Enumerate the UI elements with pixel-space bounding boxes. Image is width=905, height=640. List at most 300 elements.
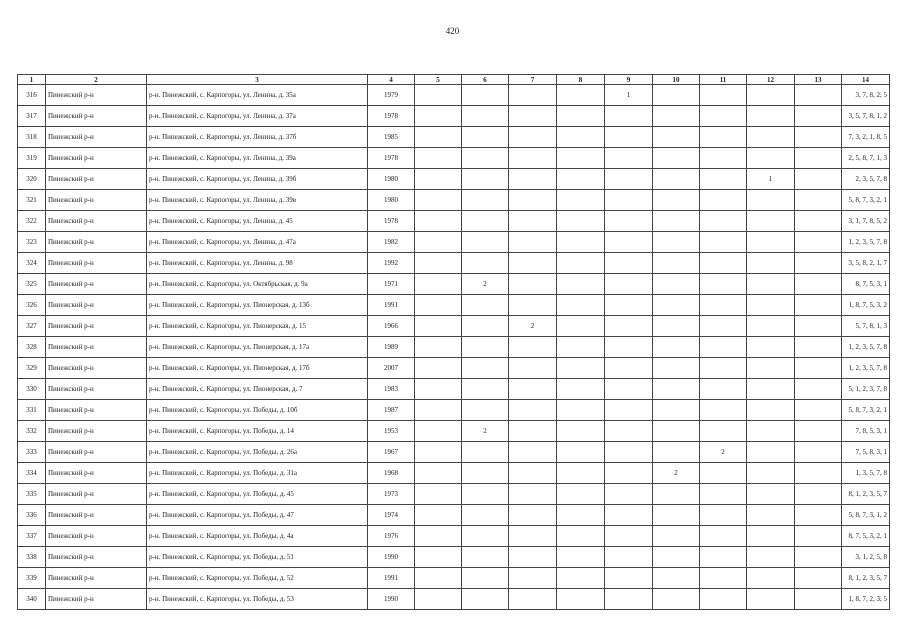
- col-6-cell: [462, 442, 509, 463]
- col-7-cell: [509, 85, 557, 106]
- col-13-cell: [795, 211, 842, 232]
- col-11-cell: [700, 253, 747, 274]
- year-cell: 2007: [368, 358, 415, 379]
- row-number: 321: [18, 190, 46, 211]
- col-13-cell: [795, 589, 842, 610]
- col-13-cell: [795, 106, 842, 127]
- col-9-cell: [605, 274, 653, 295]
- col-11-cell: [700, 337, 747, 358]
- col-11-cell: [700, 589, 747, 610]
- col-12-cell: [747, 337, 795, 358]
- col-5-cell: [415, 484, 462, 505]
- col-5-cell: [415, 589, 462, 610]
- col-9-cell: [605, 337, 653, 358]
- table-body: [18, 85, 890, 610]
- col-12-cell: [747, 316, 795, 337]
- district-cell: Пинежский р-н: [46, 211, 147, 232]
- table-row: [18, 232, 890, 253]
- col-5-cell: [415, 547, 462, 568]
- col-13-cell: [795, 295, 842, 316]
- col-8-cell: [557, 358, 605, 379]
- col-10-cell: [653, 295, 700, 316]
- column-header: 12: [747, 75, 795, 85]
- district-cell: Пинежский р-н: [46, 400, 147, 421]
- col-12-cell: [747, 232, 795, 253]
- district-cell: Пинежский р-н: [46, 526, 147, 547]
- col-9-cell: [605, 358, 653, 379]
- col-12-cell: [747, 295, 795, 316]
- address-cell: р-н. Пинежский, с. Карпогоры, ул. Победы, д. 26а: [147, 442, 368, 463]
- district-cell: Пинежский р-н: [46, 85, 147, 106]
- col-12-cell: [747, 484, 795, 505]
- col-13-cell: [795, 568, 842, 589]
- row-number: 322: [18, 211, 46, 232]
- col-8-cell: [557, 526, 605, 547]
- col-12-cell: [747, 379, 795, 400]
- row-number: 318: [18, 127, 46, 148]
- col-10-cell: [653, 379, 700, 400]
- col-13-cell: [795, 148, 842, 169]
- col-9-cell: [605, 421, 653, 442]
- col-7-cell: [509, 568, 557, 589]
- district-cell: Пинежский р-н: [46, 358, 147, 379]
- col-13-cell: [795, 442, 842, 463]
- col-14-cell: 5, 8, 7, 3, 2, 1: [842, 400, 890, 421]
- year-cell: 1953: [368, 421, 415, 442]
- table-row: [18, 547, 890, 568]
- col-5-cell: [415, 85, 462, 106]
- col-10-cell: [653, 190, 700, 211]
- col-7-cell: [509, 442, 557, 463]
- table-row: [18, 295, 890, 316]
- col-7-cell: [509, 547, 557, 568]
- table-row: [18, 85, 890, 106]
- col-7-cell: [509, 337, 557, 358]
- col-6-cell: [462, 505, 509, 526]
- col-6-cell: [462, 463, 509, 484]
- col-6-cell: [462, 295, 509, 316]
- col-8-cell: [557, 568, 605, 589]
- col-10-cell: [653, 442, 700, 463]
- col-9-cell: [605, 169, 653, 190]
- col-11-cell: [700, 505, 747, 526]
- address-cell: р-н. Пинежский, с. Карпогоры, ул. Победы, д. 45: [147, 484, 368, 505]
- table-row: [18, 253, 890, 274]
- col-12-cell: [747, 463, 795, 484]
- row-number: 319: [18, 148, 46, 169]
- col-9-cell: [605, 211, 653, 232]
- col-5-cell: [415, 148, 462, 169]
- district-cell: Пинежский р-н: [46, 379, 147, 400]
- col-10-cell: [653, 505, 700, 526]
- col-13-cell: [795, 358, 842, 379]
- row-number: 317: [18, 106, 46, 127]
- table-row: [18, 379, 890, 400]
- col-10-cell: [653, 316, 700, 337]
- address-cell: р-н. Пинежский, с. Карпогоры, ул. Победы, д. 52: [147, 568, 368, 589]
- col-12-cell: [747, 274, 795, 295]
- col-5-cell: [415, 106, 462, 127]
- col-10-cell: 2: [653, 463, 700, 484]
- col-9-cell: [605, 106, 653, 127]
- col-11-cell: [700, 547, 747, 568]
- col-10-cell: [653, 148, 700, 169]
- col-11-cell: [700, 295, 747, 316]
- address-cell: р-н. Пинежский, с. Карпогоры, ул. Победы, д. 47: [147, 505, 368, 526]
- col-6-cell: [462, 211, 509, 232]
- district-cell: Пинежский р-н: [46, 442, 147, 463]
- col-14-cell: 5, 1, 2, 3, 7, 8: [842, 379, 890, 400]
- year-cell: 1983: [368, 379, 415, 400]
- col-10-cell: [653, 211, 700, 232]
- row-number: 316: [18, 85, 46, 106]
- col-7-cell: [509, 190, 557, 211]
- data-table: [17, 74, 890, 610]
- col-7-cell: [509, 211, 557, 232]
- table-row: [18, 274, 890, 295]
- year-cell: 1990: [368, 547, 415, 568]
- col-10-cell: [653, 274, 700, 295]
- col-14-cell: 1, 2, 3, 5, 7, 8: [842, 358, 890, 379]
- col-6-cell: [462, 589, 509, 610]
- table-row: [18, 316, 890, 337]
- col-9-cell: [605, 190, 653, 211]
- address-cell: р-н. Пинежский, с. Карпогоры, ул. Пионерская, д. 17б: [147, 358, 368, 379]
- year-cell: 1967: [368, 442, 415, 463]
- col-14-cell: 3, 5, 7, 8, 1, 2: [842, 106, 890, 127]
- col-11-cell: [700, 85, 747, 106]
- address-cell: р-н. Пинежский, с. Карпогоры, ул. Победы, д. 4а: [147, 526, 368, 547]
- table-row: [18, 211, 890, 232]
- col-8-cell: [557, 589, 605, 610]
- col-11-cell: [700, 526, 747, 547]
- col-12-cell: [747, 127, 795, 148]
- col-11-cell: [700, 316, 747, 337]
- col-13-cell: [795, 316, 842, 337]
- district-cell: Пинежский р-н: [46, 232, 147, 253]
- col-14-cell: 3, 5, 8, 2, 1, 7: [842, 253, 890, 274]
- row-number: 331: [18, 400, 46, 421]
- row-number: 336: [18, 505, 46, 526]
- col-12-cell: [747, 547, 795, 568]
- col-8-cell: [557, 547, 605, 568]
- col-12-cell: [747, 253, 795, 274]
- col-7-cell: [509, 526, 557, 547]
- row-number: 334: [18, 463, 46, 484]
- col-13-cell: [795, 85, 842, 106]
- col-8-cell: [557, 85, 605, 106]
- col-6-cell: [462, 526, 509, 547]
- col-9-cell: [605, 442, 653, 463]
- col-6-cell: [462, 169, 509, 190]
- col-14-cell: 1, 3, 5, 7, 8: [842, 463, 890, 484]
- col-10-cell: [653, 85, 700, 106]
- col-12-cell: [747, 400, 795, 421]
- col-11-cell: [700, 379, 747, 400]
- col-5-cell: [415, 169, 462, 190]
- col-7-cell: [509, 358, 557, 379]
- col-14-cell: 1, 2, 3, 5, 7, 8: [842, 232, 890, 253]
- col-11-cell: [700, 127, 747, 148]
- col-5-cell: [415, 316, 462, 337]
- address-cell: р-н. Пинежский, с. Карпогоры, ул. Ленина, д. 37б: [147, 127, 368, 148]
- row-number: 325: [18, 274, 46, 295]
- district-cell: Пинежский р-н: [46, 589, 147, 610]
- col-7-cell: [509, 274, 557, 295]
- row-number: 333: [18, 442, 46, 463]
- col-10-cell: [653, 169, 700, 190]
- year-cell: 1990: [368, 589, 415, 610]
- col-12-cell: [747, 148, 795, 169]
- col-11-cell: [700, 190, 747, 211]
- col-5-cell: [415, 358, 462, 379]
- col-9-cell: [605, 253, 653, 274]
- column-header: 13: [795, 75, 842, 85]
- address-cell: р-н. Пинежский, с. Карпогоры, ул. Пионерская, д. 13б: [147, 295, 368, 316]
- col-11-cell: [700, 148, 747, 169]
- col-13-cell: [795, 190, 842, 211]
- column-header: 1: [18, 75, 46, 85]
- row-number: 332: [18, 421, 46, 442]
- col-8-cell: [557, 442, 605, 463]
- page-number: 420: [445, 26, 460, 36]
- col-7-cell: [509, 295, 557, 316]
- col-8-cell: [557, 148, 605, 169]
- row-number: 330: [18, 379, 46, 400]
- table-row: [18, 463, 890, 484]
- col-14-cell: 1, 8, 7, 2, 3, 5: [842, 589, 890, 610]
- row-number: 329: [18, 358, 46, 379]
- row-number: 338: [18, 547, 46, 568]
- col-6-cell: [462, 232, 509, 253]
- col-8-cell: [557, 211, 605, 232]
- row-number: 324: [18, 253, 46, 274]
- col-10-cell: [653, 484, 700, 505]
- col-14-cell: 5, 7, 8, 1, 3: [842, 316, 890, 337]
- col-11-cell: [700, 463, 747, 484]
- address-cell: р-н. Пинежский, с. Карпогоры, ул. Ленина, д. 47а: [147, 232, 368, 253]
- col-5-cell: [415, 232, 462, 253]
- col-8-cell: [557, 274, 605, 295]
- address-cell: р-н. Пинежский, с. Карпогоры, ул. Пионерская, д. 7: [147, 379, 368, 400]
- address-cell: р-н. Пинежский, с. Карпогоры, ул. Победы, д. 31а: [147, 463, 368, 484]
- col-14-cell: 7, 3, 2, 1, 8, 5: [842, 127, 890, 148]
- col-7-cell: [509, 379, 557, 400]
- col-6-cell: [462, 400, 509, 421]
- year-cell: 1978: [368, 148, 415, 169]
- col-11-cell: [700, 568, 747, 589]
- address-cell: р-н. Пинежский, с. Карпогоры, ул. Ленина, д. 39в: [147, 190, 368, 211]
- year-cell: 1989: [368, 337, 415, 358]
- col-8-cell: [557, 127, 605, 148]
- col-7-cell: [509, 484, 557, 505]
- col-7-cell: [509, 106, 557, 127]
- col-14-cell: 8, 7, 5, 3, 2, 1: [842, 526, 890, 547]
- col-13-cell: [795, 484, 842, 505]
- col-8-cell: [557, 253, 605, 274]
- col-6-cell: [462, 190, 509, 211]
- col-12-cell: [747, 589, 795, 610]
- row-number: 327: [18, 316, 46, 337]
- year-cell: 1980: [368, 190, 415, 211]
- col-7-cell: [509, 589, 557, 610]
- col-13-cell: [795, 379, 842, 400]
- col-8-cell: [557, 232, 605, 253]
- col-6-cell: [462, 148, 509, 169]
- table-row: [18, 148, 890, 169]
- table-row: [18, 169, 890, 190]
- col-6-cell: [462, 337, 509, 358]
- col-10-cell: [653, 421, 700, 442]
- address-cell: р-н. Пинежский, с. Карпогоры, ул. Ленина, д. 39а: [147, 148, 368, 169]
- col-14-cell: 3, 7, 8, 2, 5: [842, 85, 890, 106]
- year-cell: 1971: [368, 274, 415, 295]
- district-cell: Пинежский р-н: [46, 505, 147, 526]
- col-11-cell: [700, 169, 747, 190]
- table-row: [18, 526, 890, 547]
- address-cell: р-н. Пинежский, с. Карпогоры, ул. Ленина, д. 37а: [147, 106, 368, 127]
- row-number: 335: [18, 484, 46, 505]
- col-10-cell: [653, 232, 700, 253]
- row-number: 320: [18, 169, 46, 190]
- col-9-cell: [605, 568, 653, 589]
- col-5-cell: [415, 505, 462, 526]
- col-9-cell: [605, 463, 653, 484]
- district-cell: Пинежский р-н: [46, 547, 147, 568]
- col-5-cell: [415, 295, 462, 316]
- col-13-cell: [795, 421, 842, 442]
- col-12-cell: [747, 526, 795, 547]
- address-cell: р-н. Пинежский, с. Карпогоры, ул. Пионерская, д. 17а: [147, 337, 368, 358]
- table-row: [18, 106, 890, 127]
- col-6-cell: 2: [462, 421, 509, 442]
- col-9-cell: [605, 484, 653, 505]
- row-number: 328: [18, 337, 46, 358]
- col-5-cell: [415, 379, 462, 400]
- col-7-cell: [509, 253, 557, 274]
- col-5-cell: [415, 421, 462, 442]
- col-14-cell: 2, 3, 5, 7, 8: [842, 169, 890, 190]
- col-13-cell: [795, 127, 842, 148]
- col-14-cell: 1, 8, 7, 5, 3, 2: [842, 295, 890, 316]
- col-14-cell: 3, 1, 2, 5, 8: [842, 547, 890, 568]
- col-11-cell: [700, 400, 747, 421]
- district-cell: Пинежский р-н: [46, 274, 147, 295]
- col-13-cell: [795, 505, 842, 526]
- column-header: 10: [653, 75, 700, 85]
- col-8-cell: [557, 337, 605, 358]
- col-12-cell: [747, 358, 795, 379]
- header-row: [18, 75, 890, 85]
- col-12-cell: [747, 568, 795, 589]
- col-6-cell: [462, 547, 509, 568]
- row-number: 337: [18, 526, 46, 547]
- col-8-cell: [557, 505, 605, 526]
- year-cell: 1982: [368, 232, 415, 253]
- col-13-cell: [795, 400, 842, 421]
- col-8-cell: [557, 316, 605, 337]
- col-11-cell: [700, 106, 747, 127]
- table-row: [18, 400, 890, 421]
- col-14-cell: 1, 2, 3, 5, 7, 8: [842, 337, 890, 358]
- row-number: 323: [18, 232, 46, 253]
- col-7-cell: [509, 463, 557, 484]
- col-7-cell: 2: [509, 316, 557, 337]
- address-cell: р-н. Пинежский, с. Карпогоры, ул. Победы, д. 10б: [147, 400, 368, 421]
- col-10-cell: [653, 253, 700, 274]
- year-cell: 1987: [368, 400, 415, 421]
- year-cell: 1991: [368, 295, 415, 316]
- col-10-cell: [653, 400, 700, 421]
- col-14-cell: 5, 8, 7, 3, 2, 1: [842, 190, 890, 211]
- district-cell: Пинежский р-н: [46, 568, 147, 589]
- table-row: [18, 337, 890, 358]
- col-8-cell: [557, 484, 605, 505]
- address-cell: р-н. Пинежский, с. Карпогоры, ул. Пионерская, д. 15: [147, 316, 368, 337]
- year-cell: 1985: [368, 127, 415, 148]
- district-cell: Пинежский р-н: [46, 337, 147, 358]
- col-14-cell: 3, 1, 7, 8, 5, 2: [842, 211, 890, 232]
- col-10-cell: [653, 547, 700, 568]
- col-5-cell: [415, 190, 462, 211]
- col-8-cell: [557, 379, 605, 400]
- col-5-cell: [415, 253, 462, 274]
- col-12-cell: [747, 442, 795, 463]
- year-cell: 1980: [368, 169, 415, 190]
- col-7-cell: [509, 421, 557, 442]
- column-header: 4: [368, 75, 415, 85]
- address-cell: р-н. Пинежский, с. Карпогоры, ул. Ленина, д. 35а: [147, 85, 368, 106]
- year-cell: 1976: [368, 526, 415, 547]
- col-5-cell: [415, 274, 462, 295]
- table-row: [18, 442, 890, 463]
- col-5-cell: [415, 442, 462, 463]
- col-11-cell: [700, 274, 747, 295]
- year-cell: 1966: [368, 316, 415, 337]
- col-9-cell: [605, 505, 653, 526]
- col-11-cell: 2: [700, 442, 747, 463]
- year-cell: 1968: [368, 463, 415, 484]
- year-cell: 1978: [368, 211, 415, 232]
- col-6-cell: [462, 484, 509, 505]
- column-header: 8: [557, 75, 605, 85]
- district-cell: Пинежский р-н: [46, 316, 147, 337]
- col-8-cell: [557, 463, 605, 484]
- col-13-cell: [795, 463, 842, 484]
- col-13-cell: [795, 253, 842, 274]
- col-14-cell: 7, 8, 5, 3, 1: [842, 421, 890, 442]
- col-7-cell: [509, 505, 557, 526]
- col-12-cell: [747, 421, 795, 442]
- column-header: 11: [700, 75, 747, 85]
- col-10-cell: [653, 589, 700, 610]
- col-13-cell: [795, 169, 842, 190]
- table-row: [18, 484, 890, 505]
- col-6-cell: [462, 106, 509, 127]
- col-10-cell: [653, 568, 700, 589]
- year-cell: 1973: [368, 484, 415, 505]
- column-header: 7: [509, 75, 557, 85]
- address-cell: р-н. Пинежский, с. Карпогоры, ул. Победы, д. 14: [147, 421, 368, 442]
- col-11-cell: [700, 358, 747, 379]
- col-5-cell: [415, 337, 462, 358]
- year-cell: 1991: [368, 568, 415, 589]
- col-5-cell: [415, 463, 462, 484]
- column-header: 2: [46, 75, 147, 85]
- col-9-cell: [605, 379, 653, 400]
- col-7-cell: [509, 169, 557, 190]
- col-11-cell: [700, 484, 747, 505]
